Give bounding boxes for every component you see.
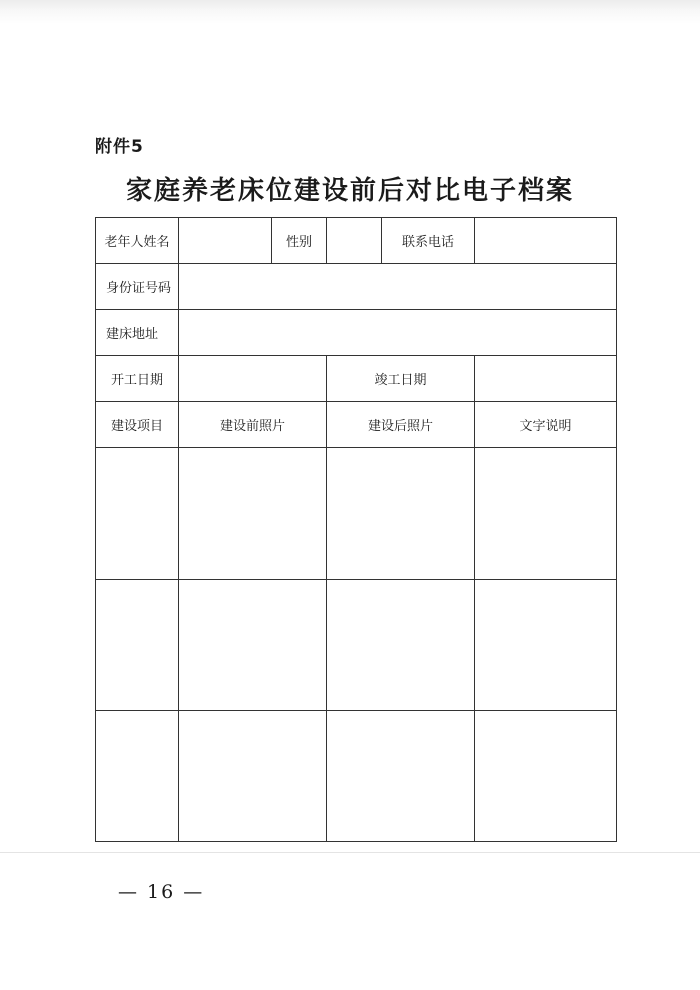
before-photo-cell[interactable]: [179, 580, 327, 711]
attachment-label: 附件5: [95, 137, 144, 157]
table-row-id: [96, 264, 617, 310]
gender-label: 性别: [272, 218, 327, 264]
description-cell[interactable]: [475, 448, 617, 580]
id-number-cell[interactable]: [179, 264, 617, 310]
project-cell[interactable]: [96, 711, 179, 842]
phone-label: 联系电话: [382, 218, 475, 264]
bed-address-cell[interactable]: [179, 310, 617, 356]
text-description-header: 文字说明: [475, 402, 617, 448]
gender-cell[interactable]: [327, 218, 382, 264]
archive-form-table: [95, 217, 617, 842]
project-cell[interactable]: [96, 448, 179, 580]
project-header: 建设项目: [96, 402, 179, 448]
project-cell[interactable]: [96, 580, 179, 711]
table-row-dates: [96, 356, 617, 402]
bed-address-label: 建床地址: [96, 310, 179, 356]
page-number: — 16 —: [118, 881, 205, 903]
start-date-cell[interactable]: [179, 356, 327, 402]
table-row-address: [96, 310, 617, 356]
id-number-label: 身份证号码: [96, 264, 179, 310]
elder-name-label: 老年人姓名: [96, 218, 179, 264]
completion-date-label: 竣工日期: [327, 356, 475, 402]
start-date-label: 开工日期: [96, 356, 179, 402]
elder-name-cell[interactable]: [179, 218, 272, 264]
document-title: 家庭养老床位建设前后对比电子档案: [125, 176, 574, 206]
after-photo-cell[interactable]: [327, 711, 475, 842]
completion-date-cell[interactable]: [475, 356, 617, 402]
scan-top-edge: [0, 0, 700, 24]
before-photo-cell[interactable]: [179, 448, 327, 580]
before-photo-cell[interactable]: [179, 711, 327, 842]
after-photo-cell[interactable]: [327, 448, 475, 580]
after-photo-cell[interactable]: [327, 580, 475, 711]
table-row: [96, 448, 617, 580]
table-row-headers: [96, 402, 617, 448]
before-photo-header: 建设前照片: [179, 402, 327, 448]
phone-cell[interactable]: [475, 218, 617, 264]
after-photo-header: 建设后照片: [327, 402, 475, 448]
table-row: [96, 711, 617, 842]
description-cell[interactable]: [475, 711, 617, 842]
description-cell[interactable]: [475, 580, 617, 711]
table-row: [96, 580, 617, 711]
table-row-basic-info: [96, 218, 617, 264]
footer-divider: [0, 852, 700, 853]
